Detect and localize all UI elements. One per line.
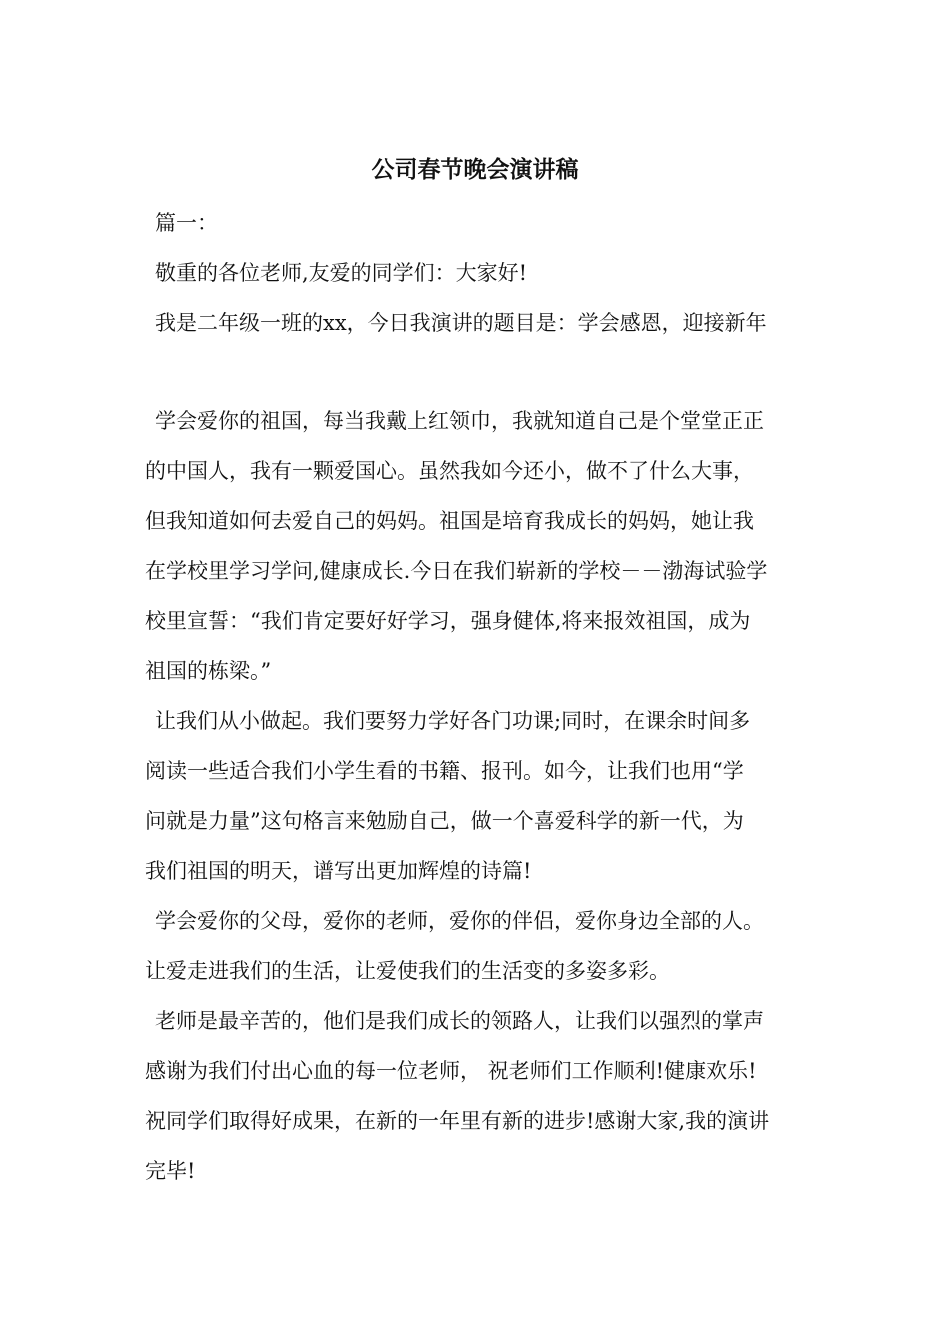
paragraph-2-line-2: 阅读一些适合我们小学生看的书籍、报刊。如今，让我们也用“学 — [145, 759, 744, 783]
paragraph-3-line-2: 让爱走进我们的生活，让爱使我们的生活变的多姿多彩。 — [145, 959, 670, 983]
paragraph-1-line-5: 校里宣誓：“我们肯定要好好学习，强身健体,将来报效祖国，成为 — [145, 609, 751, 633]
paragraph-1-line-1: 学会爱你的祖国，每当我戴上红领巾，我就知道自己是个堂堂正正 — [155, 409, 764, 433]
paragraph-4-line-2: 感谢为我们付出心血的每一位老师， 祝老师们工作顺利!健康欢乐! — [145, 1059, 757, 1083]
paragraph-2-line-1: 让我们从小做起。我们要努力学好各门功课;同时，在课余时间多 — [155, 709, 751, 733]
paragraph-1-line-2: 的中国人，我有一颗爱国心。虽然我如今还小，做不了什么大事， — [145, 459, 754, 483]
paragraph-4-line-3: 祝同学们取得好成果，在新的一年里有新的进步!感谢大家,我的演讲 — [145, 1109, 770, 1133]
paragraph-2-line-3: 问就是力量”这句格言来勉励自己，做一个喜爱科学的新一代，为 — [145, 809, 744, 833]
paragraph-1-line-4: 在学校里学习学问,健康成长.今日在我们崭新的学校－－渤海试验学 — [145, 559, 768, 583]
paragraph-1-line-3: 但我知道如何去爱自己的妈妈。祖国是培育我成长的妈妈，她让我 — [145, 509, 754, 533]
paragraph-4-line-4: 完毕! — [145, 1159, 196, 1183]
paragraph-3-line-1: 学会爱你的父母，爱你的老师，爱你的伴侣，爱你身边全部的人。 — [155, 909, 764, 933]
topic-line: 我是二年级一班的xx，今日我演讲的题目是：学会感恩，迎接新年 — [155, 311, 767, 335]
section-label: 篇一： — [155, 211, 218, 235]
greeting-line: 敬重的各位老师,友爱的同学们：大家好! — [155, 261, 528, 285]
document-title: 公司春节晚会演讲稿 — [371, 156, 579, 183]
paragraph-1-line-6: 祖国的栋梁。” — [145, 659, 272, 683]
paragraph-2-line-4: 我们祖国的明天，谱写出更加辉煌的诗篇! — [145, 859, 532, 883]
paragraph-4-line-1: 老师是最辛苦的，他们是我们成长的领路人，让我们以强烈的掌声 — [155, 1009, 764, 1033]
